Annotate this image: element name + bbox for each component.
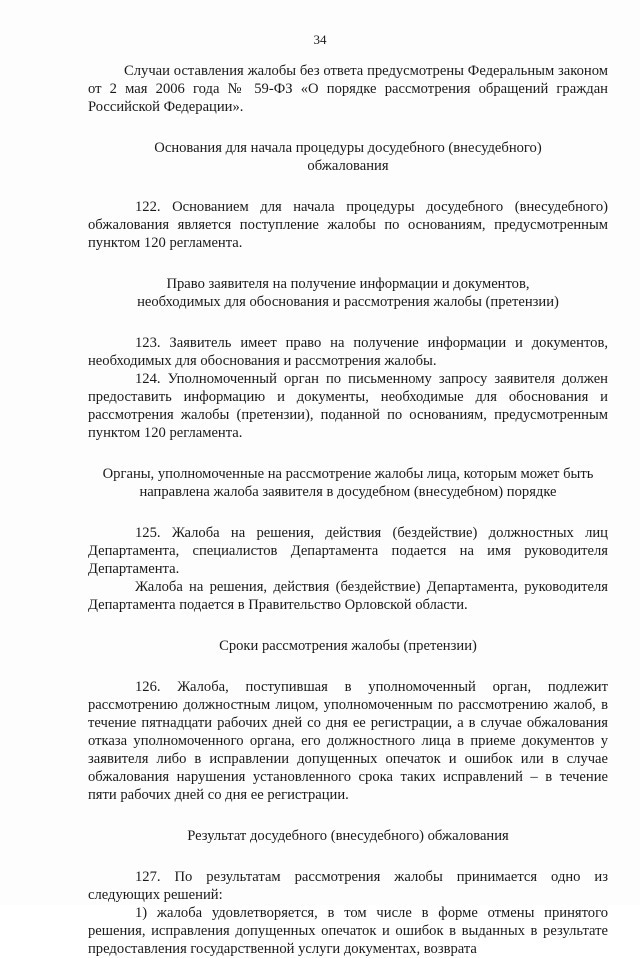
page-number: 34 — [313, 32, 327, 47]
paragraph-127: 127. По результатам рассмотрения жалобы принимается одно из следующих решений: — [88, 869, 608, 903]
heading-result: Результат досудебного (внесудебного) обжалования — [187, 828, 509, 844]
heading-grounds-line1: Основания для начала процедуры досудебного (внесудебного) — [154, 140, 542, 156]
heading-grounds-line2: обжалования — [307, 158, 389, 174]
heading-right-line2: необходимых для обоснования и рассмотрения жалобы (претензии) — [137, 294, 559, 310]
document-body — [88, 62, 608, 958]
paragraph-intro: Случаи оставления жалобы без ответа предусмотрены Федеральным законом от 2 мая 2006 года № 59-ФЗ «О порядке рассмотрения обращений граждан Российской Федерации». — [88, 63, 608, 115]
heading-bodies-line1: Органы, уполномоченные на рассмотрение жалобы лица, которым может быть — [102, 466, 594, 482]
heading-bodies-line2: направлена жалоба заявителя в досудебном (внесудебном) порядке — [139, 484, 557, 500]
paragraph-122: 122. Основанием для начала процедуры досудебного (внесудебного) обжалования является поступление жалобы по основаниям, предусмотренным пунктом 120 регламента. — [88, 199, 608, 251]
paragraph-123: 123. Заявитель имеет право на получение информации и документов, необходимых для обоснования и рассмотрения жалобы. — [88, 335, 608, 369]
paragraph-127-item-1: 1) жалоба удовлетворяется, в том числе в форме отмены принятого решения, исправления допущенных опечаток и ошибок в выданных в результате предоставления государственной услуги документах, возврата — [88, 905, 608, 957]
heading-right-line1: Право заявителя на получение информации и документов, — [166, 276, 530, 292]
paragraph-124: 124. Уполномоченный орган по письменному запросу заявителя должен предоставить информацию и документы, необходимые для обоснования и рассмотрения жалобы (претензии), поданной по основаниям, предусмотренным пунктом 120 регламента. — [88, 371, 608, 441]
paragraph-125: 125. Жалоба на решения, действия (бездействие) должностных лиц Департамента, специалистов Департамента подается на имя руководителя Департамента. — [88, 525, 608, 577]
heading-terms: Сроки рассмотрения жалобы (претензии) — [219, 638, 477, 654]
paragraph-126: 126. Жалоба, поступившая в уполномоченный орган, подлежит рассмотрению должностным лицом, уполномоченным по рассмотрению жалоб, в течение пятнадцати рабочих дней со дня ее регистрации, а в случае обжалования отказа уполномоченного органа, его должностного лица в приеме документов у заявителя либо в исправлении допущенных опечаток и ошибок или в случае обжалования нарушения установленного срока таких исправлений – в течение пяти рабочих дней со дня ее регистрации. — [88, 679, 608, 803]
paragraph-125b: Жалоба на решения, действия (бездействие) Департамента, руководителя Департамента подается в Правительство Орловской области. — [88, 579, 608, 613]
